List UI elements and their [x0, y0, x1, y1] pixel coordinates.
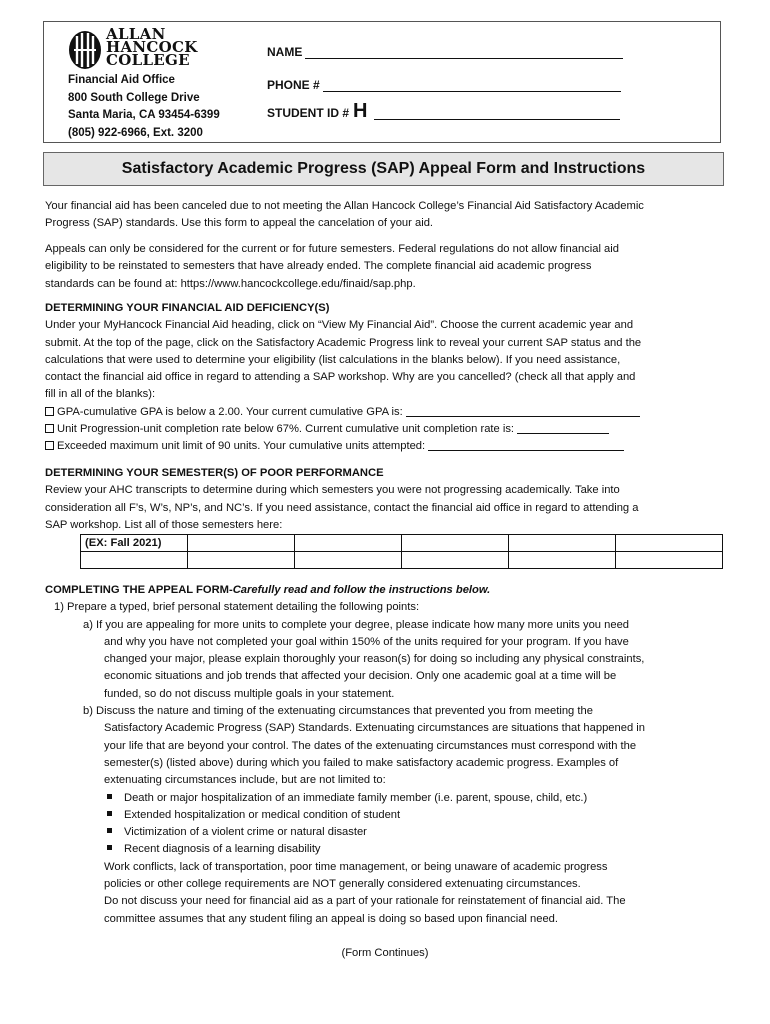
completing-heading-bold: COMPLETING THE APPEAL FORM- [45, 584, 233, 596]
instruction-b-line: b) Discuss the nature and timing of the extenuating circumstances that prevented you from meeting the [83, 705, 593, 718]
unit-progression-check-label: Unit Progression-unit completion rate below 67%. Current cumulative unit completion rate is: [57, 423, 515, 436]
table-row [81, 552, 723, 569]
instruction-a-line: and why you have not completed your goal within 150% of the units required for your program. If you have [104, 635, 629, 648]
instruction-a-line: economic situations and job trends that affected your decision. Only one academic goal at a time will be [104, 670, 617, 683]
bullet-icon [107, 828, 112, 833]
intro-p2-line: standards can be found at: https://www.hancockcollege.edu/finaid/sap.php. [45, 277, 416, 290]
deficiency-line: calculations that were used to determine your eligibility (list calculations in the blanks below). If you need assistance, [45, 353, 621, 366]
office-city: Santa Maria, CA 93454-6399 [68, 109, 220, 121]
office-street: 800 South College Drive [68, 91, 200, 104]
intro-p2-line: eligibility to be reinstated to semesters that have already ended. The complete financial aid academic progress [45, 260, 592, 273]
completing-heading [45, 582, 725, 599]
gpa-checkbox[interactable] [45, 407, 54, 416]
bullet-icon [107, 845, 112, 850]
table-cell[interactable] [509, 552, 616, 569]
table-cell[interactable] [295, 552, 402, 569]
logo-line-3: COLLEGE [106, 51, 190, 69]
deficiency-line: Under your MyHancock Financial Aid heading, click on “View My Financial Aid”. Choose the current academic year and [45, 319, 634, 332]
student-id-prefix: H [353, 100, 368, 122]
instruction-item-1: 1) Prepare a typed, brief personal statement detailing the following points: [54, 601, 420, 614]
college-logo-mark-icon [68, 30, 102, 70]
student-id-line[interactable] [374, 105, 620, 120]
deficiency-section [45, 300, 725, 456]
table-cell[interactable] [81, 552, 188, 569]
instruction-b-line: semester(s) (listed above) during which you failed to make satisfactory academic progress. Examples of [104, 756, 619, 769]
gpa-blank[interactable] [406, 405, 640, 417]
deficiency-line: contact the financial aid office in regard to attending a SAP workshop. Why are you cancelled? (check all that apply and [45, 371, 636, 384]
logo-line-2: HANCOCK [106, 38, 198, 56]
units-attempted-blank[interactable] [428, 439, 624, 451]
student-id-field[interactable] [267, 102, 620, 120]
table-row [81, 535, 723, 552]
deficiency-heading: DETERMINING YOUR FINANCIAL AID DEFICIENCY(S) [45, 302, 330, 314]
instruction-a-line: funded, so do not discuss multiple goals in your statement. [104, 687, 395, 700]
semesters-table [80, 534, 723, 569]
instruction-after-line: policies or other college requirements are NOT generally considered extenuating circumstances. [104, 878, 581, 891]
list-item [45, 841, 725, 858]
instruction-b-line: extenuating circumstances include, but are not limited to: [104, 774, 386, 787]
completing-heading-italic: Carefully read and follow the instructions below. [232, 584, 491, 596]
unit-progression-checkbox[interactable] [45, 424, 54, 433]
max-units-checkbox[interactable] [45, 441, 54, 450]
completing-section [45, 582, 725, 928]
table-cell[interactable] [616, 535, 723, 552]
form-continues-footer: (Form Continues) [341, 947, 429, 959]
completion-rate-blank[interactable] [517, 422, 609, 434]
table-cell-example: (EX: Fall 2021) [81, 535, 188, 552]
table-cell[interactable] [402, 535, 509, 552]
list-item-text: Extended hospitalization or medical condition of student [124, 808, 401, 821]
list-item-text: Victimization of a violent crime or natural disaster [124, 826, 367, 839]
instruction-a-line: a) If you are appealing for more units to complete your degree, please indicate how many more units you need [83, 618, 630, 631]
logo-line-1: ALLAN [106, 25, 166, 43]
instruction-after-line: Do not discuss your need for financial aid as a part of your rationale for reinstatement of financial aid. The [104, 895, 626, 908]
college-logo-text [106, 25, 198, 69]
intro-paragraph-1 [45, 198, 725, 233]
header-box [43, 21, 721, 143]
table-cell[interactable] [188, 535, 295, 552]
semesters-section [45, 465, 725, 534]
instruction-after-line: committee assumes that any student filing an appeal is doing so based upon financial need. [104, 912, 559, 925]
phone-field[interactable] [267, 77, 621, 92]
semesters-heading: DETERMINING YOUR SEMESTER(S) OF POOR PERFORMANCE [45, 467, 384, 479]
phone-line[interactable] [323, 77, 621, 92]
table-cell[interactable] [188, 552, 295, 569]
instruction-after-line: Work conflicts, lack of transportation, poor time management, or being unaware of academic progress [104, 860, 608, 873]
table-cell[interactable] [616, 552, 723, 569]
gpa-checkbox-row[interactable] [45, 404, 725, 421]
semesters-line: SAP workshop. List all of those semesters here: [45, 518, 283, 531]
semesters-line: consideration all F’s, W’s, NP’s, and NC’s. If you need assistance, contact the financial aid office in regard to attending a [45, 501, 639, 514]
name-label: NAME [267, 45, 303, 59]
instruction-a-line: changed your major, please explain thoroughly your reason(s) for doing so including any physical constraints, [104, 653, 645, 666]
list-item [45, 790, 725, 807]
deficiency-line: submit. At the top of the page, click on the Satisfactory Academic Progress link to reveal your current SAP status and the [45, 336, 642, 349]
list-item [45, 807, 725, 824]
instruction-b-line: Satisfactory Academic Progress (SAP) Standards. Extenuating circumstances are situations that happened in [104, 722, 646, 735]
intro-p2-line: Appeals can only be considered for the current or for future semesters. Federal regulations do not allow financial aid [45, 243, 619, 255]
instruction-b-line: your life that are beyond your control. The dates of the extenuating circumstances must correspond with the [104, 739, 637, 752]
max-units-check-label: Exceeded maximum unit limit of 90 units. Your cumulative units attempted: [57, 440, 426, 453]
name-line[interactable] [305, 44, 623, 59]
intro-p1-line: Progress (SAP) standards. Use this form to appeal the cancelation of your aid. [45, 217, 434, 230]
page-title: Satisfactory Academic Progress (SAP) Appeal Form and Instructions [43, 152, 724, 186]
deficiency-line: fill in all of the blanks): [45, 388, 156, 401]
intro-p1-line: Your financial aid has been canceled due to not meeting the Allan Hancock College’s Financial Aid Satisfactory Academic [45, 200, 644, 212]
office-phone: (805) 922-6966, Ext. 3200 [68, 126, 203, 139]
name-field[interactable] [267, 44, 623, 59]
phone-label: PHONE # [267, 78, 320, 92]
list-item-text: Death or major hospitalization of an immediate family member (i.e. parent, spouse, child, etc.) [124, 791, 588, 804]
bullet-icon [107, 794, 112, 799]
table-cell[interactable] [402, 552, 509, 569]
list-item-text: Recent diagnosis of a learning disability [124, 843, 321, 856]
gpa-check-label: GPA-cumulative GPA is below a 2.00. Your current cumulative GPA is: [57, 405, 403, 418]
intro-paragraph-2 [45, 241, 725, 293]
semesters-line: Review your AHC transcripts to determine during which semesters you were not progressing academically. Take into [45, 484, 620, 497]
table-cell[interactable] [509, 535, 616, 552]
office-address [68, 72, 220, 142]
office-name: Financial Aid Office [68, 74, 175, 86]
table-cell[interactable] [295, 535, 402, 552]
list-item [45, 824, 725, 841]
unit-progression-checkbox-row[interactable] [45, 421, 725, 438]
student-id-label: STUDENT ID # [267, 106, 350, 120]
college-logo [68, 25, 208, 74]
max-units-checkbox-row[interactable] [45, 438, 725, 455]
bullet-icon [107, 811, 112, 816]
